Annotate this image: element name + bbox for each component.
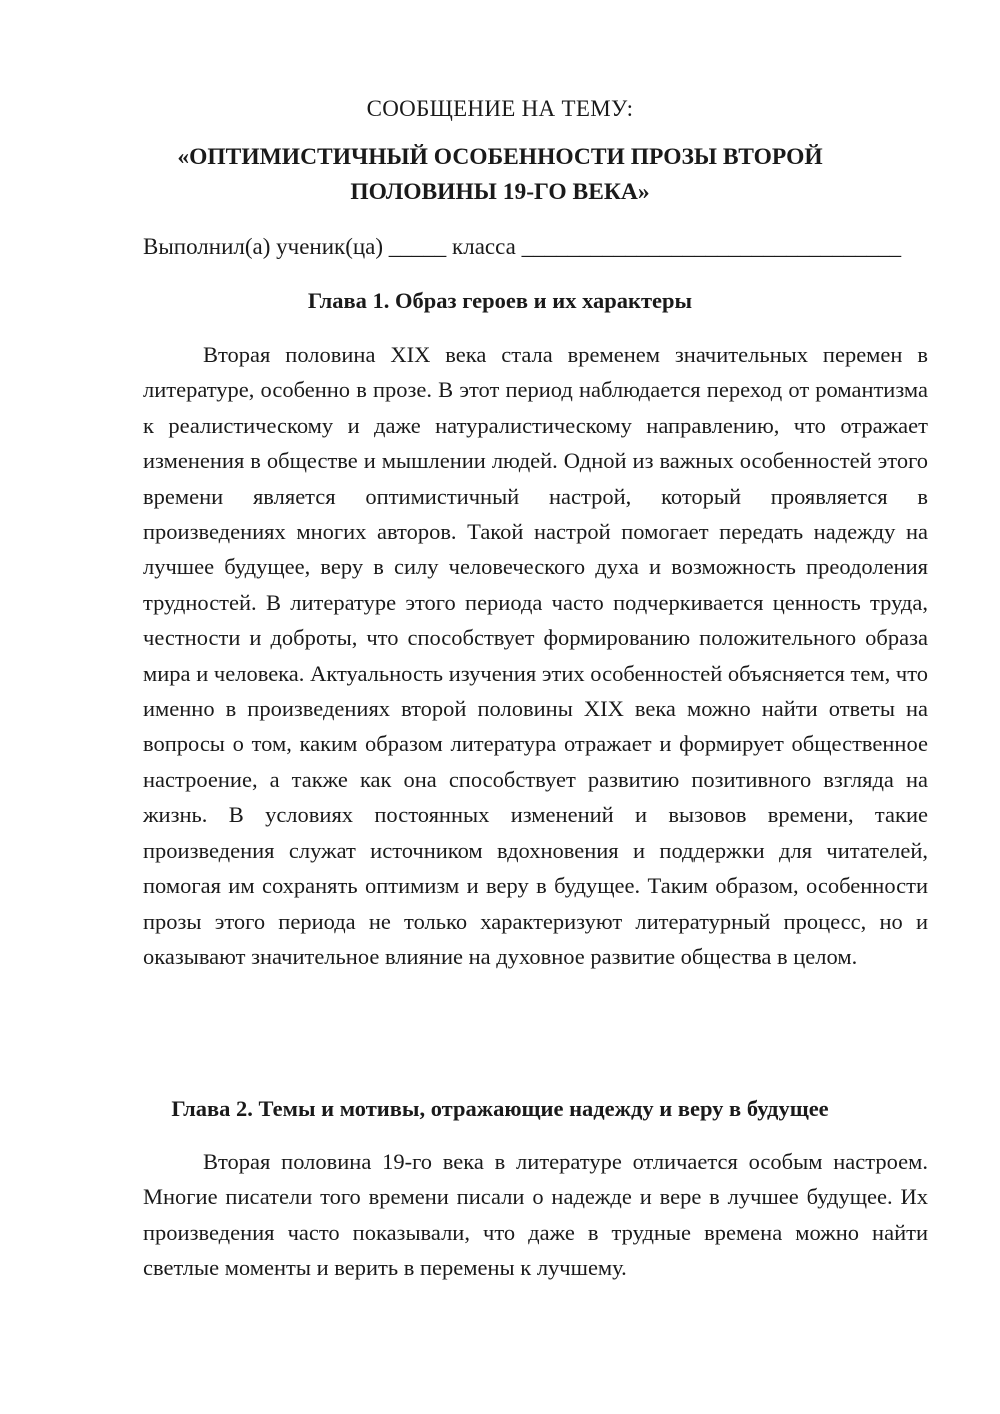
document-title: «ОПТИМИСТИЧНЫЙ ОСОБЕННОСТИ ПРОЗЫ ВТОРОЙ ПОЛОВИНЫ 19-ГО ВЕКА» (177, 144, 823, 205)
chapter-2-title: Глава 2. Темы и мотивы, отражающие надежду и веру в будущее (171, 1096, 829, 1121)
chapter-1-paragraph: Вторая половина XIX века стала временем значительных перемен в литературе, особенно в прозе. В этот период наблюдается переход от романтизма к реалистическому и даже натуралистическому направлению, что отражает изменения в обществе и мышлении людей. Одной из важных особенностей этого времени является оптимистичный настрой, который проявляется в произведениях многих авторов. Такой настрой помогает передать надежду на лучшее будущее, веру в силу человеческого духа и возможность преодоления трудностей. В литературе этого периода часто подчеркивается ценность труда, честности и доброты, что способствует формированию положительного образа мира и человека. Актуальность изучения этих особенностей объясняется тем, что именно в произведениях второй половины XIX века можно найти ответы на вопросы о том, каким образом литература отражает и формирует общественное настроение, а также как она способствует развитию позитивного взгляда на жизнь. В условиях постоянных изменений и вызовов времени, такие произведения служат источником вдохновения и поддержки для читателей, помогая им сохранять оптимизм и веру в будущее. Таким образом, особенности прозы этого периода не только характеризуют литературный процесс, но и оказывают значительное влияние на духовное развитие общества в целом. (143, 342, 928, 969)
author-line: Выполнил(а) ученик(ца) _____ класса _________________________________ (143, 234, 902, 259)
document-heading: СООБЩЕНИЕ НА ТЕМУ: (366, 96, 634, 121)
chapter-2-paragraph: Вторая половина 19-го века в литературе отличается особым настроем. Многие писатели того времени писали о надежде и вере в лучшее будущее. Их произведения часто показывали, что даже в трудные времена можно найти светлые моменты и верить в перемены к лучшему. (143, 1149, 928, 1281)
chapter-1-title: Глава 1. Образ героев и их характеры (307, 288, 693, 313)
